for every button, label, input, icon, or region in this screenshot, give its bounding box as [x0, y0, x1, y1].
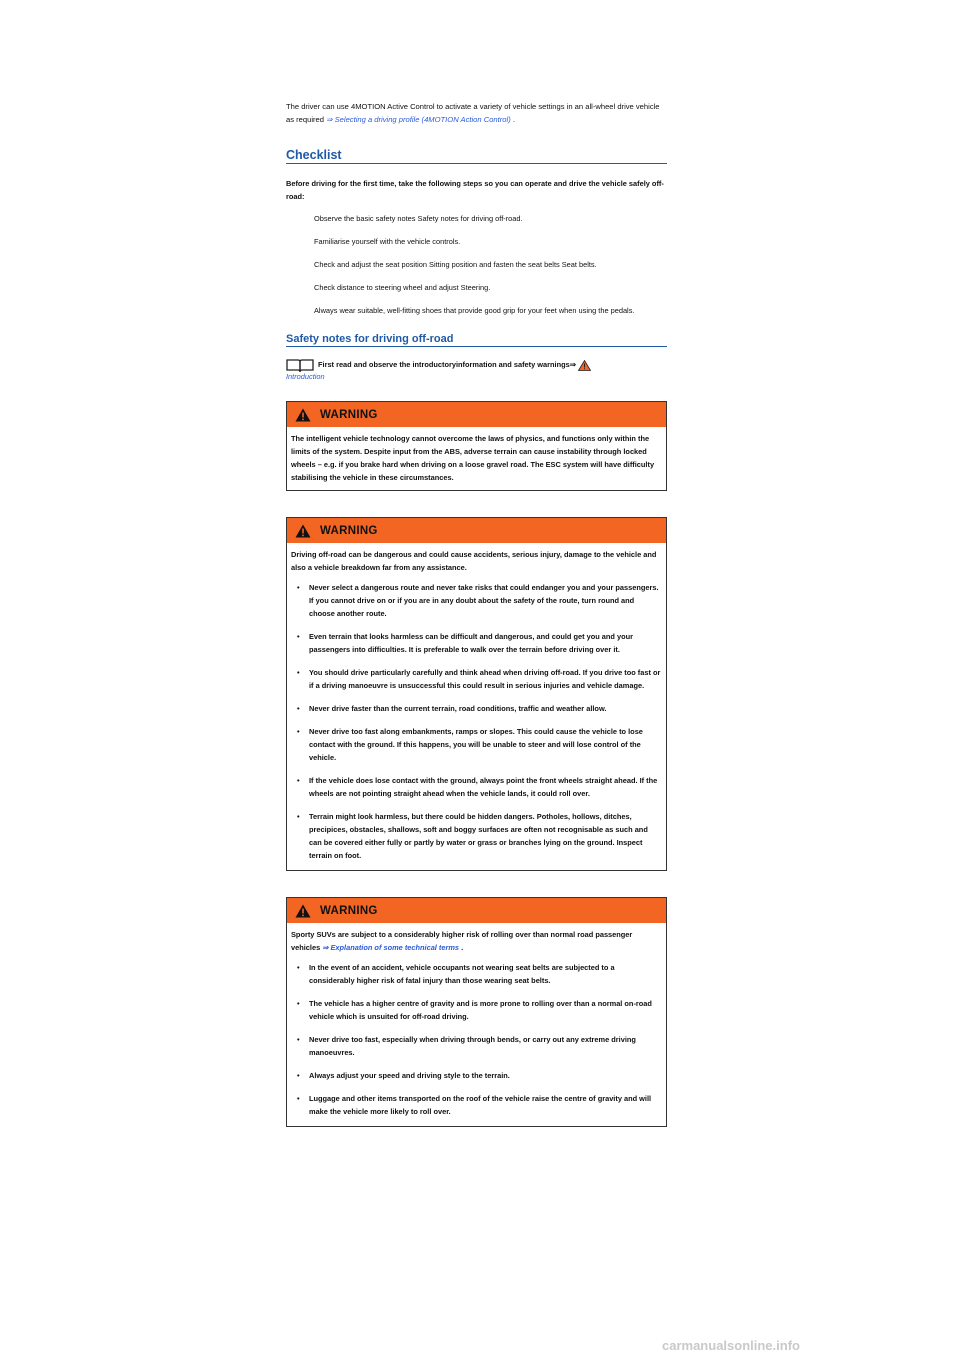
intro-end: .	[512, 115, 515, 124]
warning-header	[287, 402, 666, 427]
intro-paragraph	[286, 100, 667, 126]
technical-terms-link[interactable]: ⇒ Explanation of some technical terms	[322, 943, 460, 952]
warning-bullet: • If the vehicle does lose contact with the ground, always point the front wheels straight ahead. If the wheels are not pointing straight ahead when the vehicle lands, it could roll over.	[297, 776, 658, 798]
warning-header	[287, 898, 666, 923]
warning-icon	[295, 904, 311, 918]
warning-body	[287, 923, 666, 1126]
warning-bullet: • Even terrain that looks harmless can be difficult and dangerous, and could get you and your passengers into difficulties. It is preferable to walk over the terrain before driving over it.	[297, 632, 634, 654]
book-icon	[286, 359, 314, 373]
checklist-lead: Before driving for the first time, take the following steps so you can operate and drive the vehicle safely off-road:	[286, 179, 664, 201]
warning-box	[286, 897, 667, 1127]
warning-text: Driving off-road can be dangerous and could cause accidents, serious injury, damage to the vehicle and also a vehicle breakdown far from any assistance.	[291, 550, 657, 572]
warning-title: WARNING	[320, 524, 378, 537]
warning-bullet: • Terrain might look harmless, but there could be hidden dangers. Potholes, hollows, ditches, precipices, obstacles, shallows, soft and boggy surfaces are often not recognisable as such and can be covered either fully or partly by water or grass or branches lying on the ground. Inspect terrain on foot.	[297, 812, 648, 860]
warning-body	[287, 427, 666, 490]
warning-icon	[295, 524, 311, 538]
manual-page	[286, 100, 667, 1127]
warning-bullet: • Never drive too fast, especially when driving through bends, or carry out any extreme driving manoeuvres.	[297, 1035, 636, 1057]
warning-body	[287, 543, 666, 870]
intro-text: The driver can use 4MOTION Active Control to activate a variety of vehicle settings in an all-wheel drive vehicle as required	[286, 102, 660, 124]
warning-text: The intelligent vehicle technology cannot overcome the laws of physics, and functions only within the limits of the system. Despite input from the ABS, adverse terrain can cause instability through locked wheels – e.g. if you brake hard when driving on a loose gravel road. The ESC system will have difficulty stabilising the vehicle in these circumstances.	[291, 434, 655, 482]
warning-bullet: • Always adjust your speed and driving style to the terrain.	[297, 1071, 510, 1080]
warning-text: Sporty SUVs are subject to a considerably higher risk of rolling over than normal road passenger vehicles ⇒ Explanation of some technical terms .	[291, 930, 633, 952]
checklist-heading: Checklist	[286, 148, 667, 164]
warning-box	[286, 401, 667, 491]
warning-icon	[295, 408, 311, 422]
warning-bullet: • Luggage and other items transported on the roof of the vehicle raise the centre of gravity and will make the vehicle more likely to roll over.	[297, 1094, 652, 1116]
read-first-text: First read and observe the introductoryinformation and safety warnings⇒	[318, 360, 576, 369]
warning-bullet: • Never select a dangerous route and never take risks that could endanger you and your passengers. If you cannot drive on or if you are in any doubt about the safety of the route, turn round and choose another route.	[297, 583, 659, 618]
intro-link[interactable]: ⇒ Selecting a driving profile (4MOTION Action Control)	[326, 115, 511, 124]
checklist-item: Check distance to steering wheel and adjust Steering.	[314, 283, 491, 292]
warning-bullet: • The vehicle has a higher centre of gravity and is more prone to rolling over than a normal on-road vehicle which is unsuited for off-road driving.	[297, 999, 652, 1021]
warning-title: WARNING	[320, 904, 378, 917]
checklist-item: Familiarise yourself with the vehicle controls.	[314, 237, 461, 246]
checklist-item: Check and adjust the seat position Sitting position and fasten the seat belts Seat belts.	[314, 260, 597, 269]
warning-header	[287, 518, 666, 543]
warning-bullet: • Never drive faster than the current terrain, road conditions, traffic and weather allow.	[297, 704, 607, 713]
checklist-item: Always wear suitable, well-fitting shoes that provide good grip for your feet when using the pedals.	[314, 306, 635, 315]
watermark: carmanualsonline.info	[662, 1338, 800, 1353]
warning-bullet: • You should drive particularly carefully and think ahead when driving off-road. If you drive too fast or if a driving manoeuvre is unsuccessful this could result in serious injuries and vehicle damage.	[297, 668, 661, 690]
checklist-item: Observe the basic safety notes Safety notes for driving off-road.	[314, 214, 523, 223]
warning-bullet: • Never drive too fast along embankments, ramps or slopes. This could cause the vehicle to lose contact with the ground. If this happens, you will be unable to steer and will lose control of the vehicle.	[297, 727, 643, 762]
warning-triangle-icon	[578, 360, 591, 371]
warning-title: WARNING	[320, 408, 378, 421]
checklist-list	[286, 212, 667, 317]
warning-box	[286, 517, 667, 871]
read-first-note	[286, 359, 667, 383]
warning-bullets	[291, 961, 662, 1118]
introduction-link[interactable]: Introduction	[286, 372, 325, 381]
warning-bullet: • In the event of an accident, vehicle occupants not wearing seat belts are subjected to a considerably higher risk of fatal injury than those wearing seat belts.	[297, 963, 615, 985]
warning-bullets	[291, 581, 662, 862]
safety-heading: Safety notes for driving off-road	[286, 333, 667, 347]
